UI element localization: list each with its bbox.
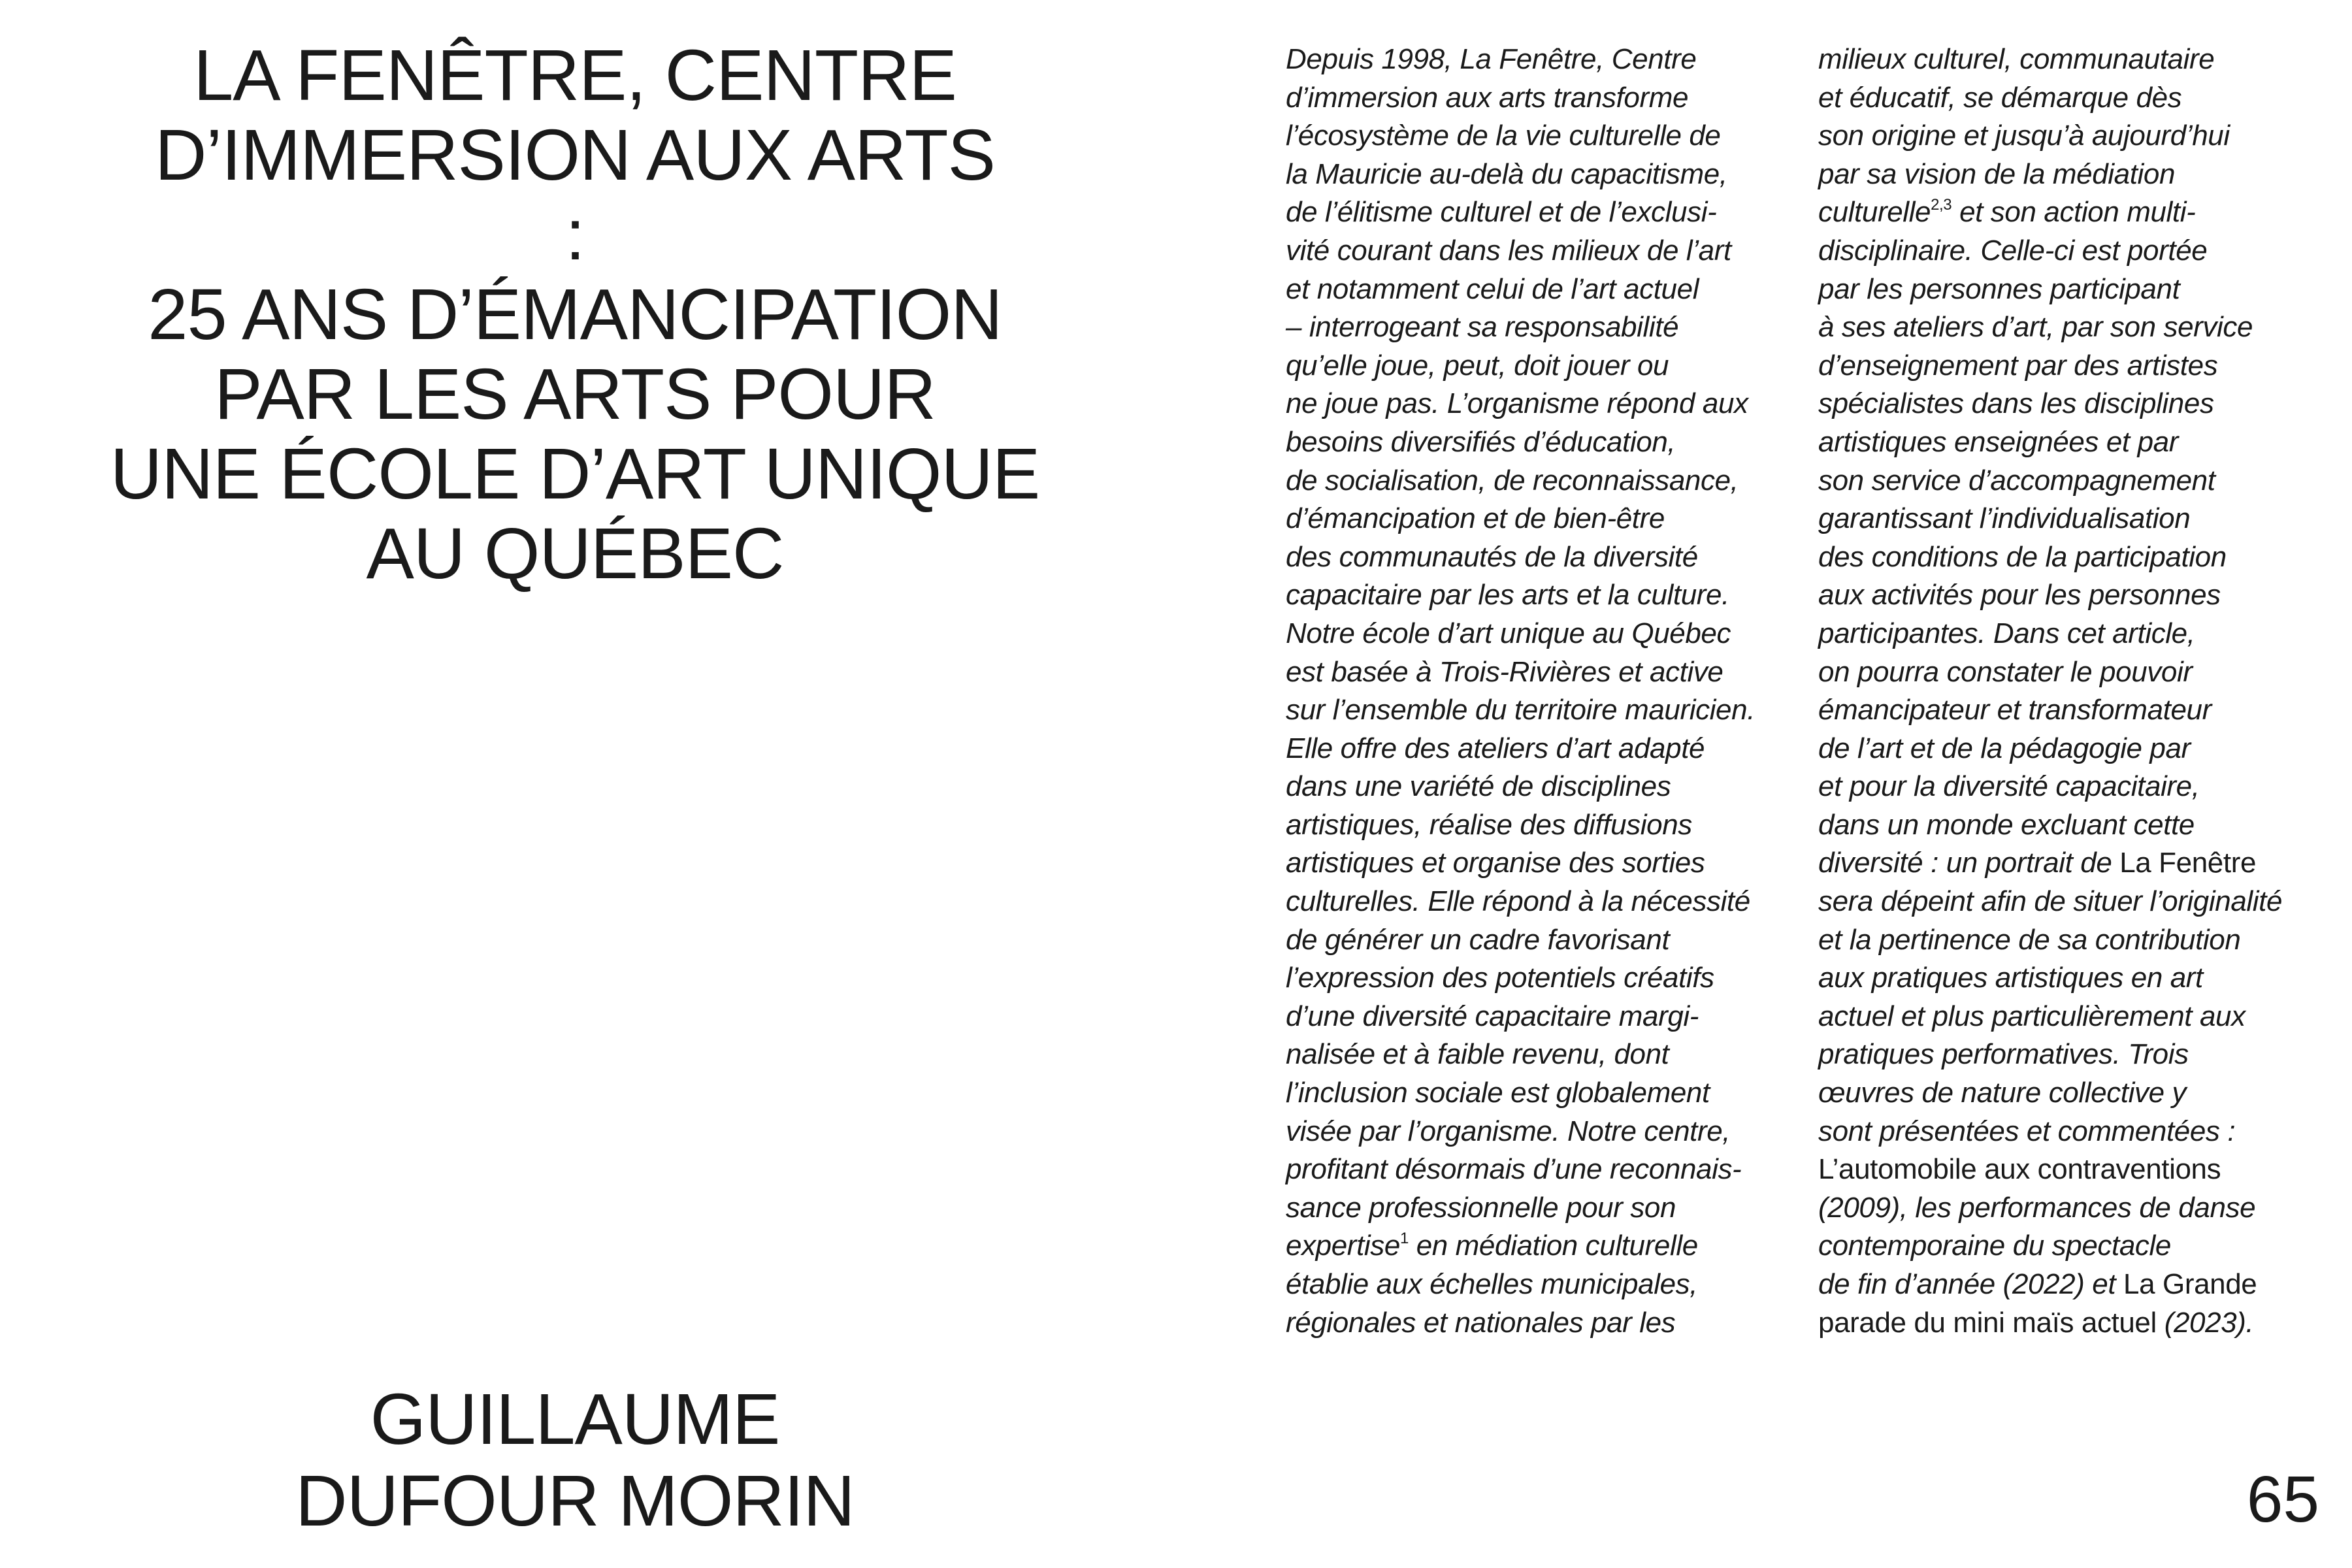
title-line: D’IMMERSION AUX ARTS (155, 115, 995, 195)
text-line: d’enseignement par des artistes (1818, 349, 2218, 382)
text-line: l’écosystème de la vie culturelle de (1286, 120, 1721, 152)
text-line: d’immersion aux arts transforme (1286, 81, 1689, 114)
text-line: et éducatif, se démarque dès (1818, 81, 2182, 114)
footnote-ref: 2,3 (1931, 196, 1952, 214)
text-line: artistiques, réalise des diffusions (1286, 808, 1692, 841)
text-line: sera dépeint afin de situer l’originalité (1818, 885, 2283, 918)
text-line: et pour la diversité capacitaire, (1818, 770, 2200, 803)
text-line: d’émancipation et de bien-être (1286, 502, 1665, 535)
text-line: Elle offre des ateliers d’art adapté (1286, 732, 1705, 764)
author-line: DUFOUR MORIN (295, 1461, 855, 1541)
footnote-ref: 1 (1399, 1230, 1409, 1248)
text-line: à ses ateliers d’art, par son service (1818, 311, 2253, 344)
text-line: l’inclusion sociale est globalement (1286, 1077, 1710, 1109)
text-line: qu’elle joue, peut, doit jouer ou (1286, 349, 1669, 382)
text-line: de générer un cadre favorisant (1286, 923, 1670, 956)
author-line: GUILLAUME (370, 1379, 780, 1460)
text-line: participantes. Dans cet article, (1818, 617, 2195, 649)
text-line: diversité : un portrait de La Fenêtre (1818, 847, 2257, 879)
text-line: disciplinaire. Celle-ci est portée (1818, 234, 2208, 267)
text-line: artistiques enseignées et par (1818, 425, 2178, 458)
text-line: d’une diversité capacitaire margi- (1286, 1000, 1699, 1032)
text-line: aux pratiques artistiques en art (1818, 962, 2203, 994)
text-line: sont présentées et commentées : (1818, 1115, 2236, 1147)
text-line: régionales et nationales par les (1286, 1306, 1676, 1339)
text-line: spécialistes dans les disciplines (1818, 387, 2214, 420)
text-line: de fin d’année (2022) et La Grande (1818, 1268, 2257, 1300)
text-line: sur l’ensemble du territoire mauricien. (1286, 694, 1756, 727)
page-number: 65 (2246, 1463, 2319, 1536)
text-line: par sa vision de la médiation (1818, 157, 2176, 190)
text-line: et notamment celui de l’art actuel (1286, 272, 1699, 305)
text-line: L’automobile aux contraventions (1818, 1153, 2221, 1186)
text-line: des communautés de la diversité (1286, 540, 1698, 573)
text-line: son origine et jusqu’à aujourd’hui (1818, 120, 2230, 152)
text-line: (2009), les performances de danse (1818, 1191, 2256, 1224)
text-line: actuel et plus particulièrement aux (1818, 1000, 2246, 1032)
text-line: ne joue pas. L’organisme répond aux (1286, 387, 1748, 420)
text-line: de socialisation, de reconnaissance, (1286, 464, 1739, 497)
text-line: nalisée et à faible revenu, dont (1286, 1038, 1669, 1071)
text-line: milieux culturel, communautaire (1818, 43, 2215, 75)
text-line: pratiques performatives. Trois (1818, 1038, 2189, 1071)
text-line: et la pertinence de sa contribution (1818, 923, 2241, 956)
text-line: expertise$^1$ en médiation culturelle (1286, 1230, 1698, 1262)
text-line: on pourra constater le pouvoir (1818, 655, 2193, 688)
body-column-left (1286, 41, 1808, 1342)
body-column-right (1818, 41, 2341, 1342)
title-line: 25 ANS D’ÉMANCIPATION (148, 274, 1002, 355)
text-line: de l’élitisme culturel et de l’exclusi- (1286, 196, 1717, 229)
text-line: des conditions de la participation (1818, 540, 2227, 573)
text-line: l’expression des potentiels créatifs (1286, 962, 1714, 994)
text-line: besoins diversifiés d’éducation, (1286, 425, 1676, 458)
text-line: garantissant l’individualisation (1818, 502, 2191, 535)
text-line: dans une variété de disciplines (1286, 770, 1671, 803)
text-line: œuvres de nature collective y (1818, 1077, 2187, 1109)
title-line: LA FENÊTRE, CENTRE (193, 35, 956, 116)
text-line: parade du mini maïs actuel (2023). (1818, 1306, 2254, 1339)
text-line: artistiques et organise des sorties (1286, 847, 1705, 879)
text-line: est basée à Trois-Rivières et active (1286, 655, 1723, 688)
text-line: culturelle$^{2,3}$ et son action multi- (1818, 196, 2196, 229)
text-line: émancipateur et transformateur (1818, 694, 2212, 727)
text-line: capacitaire par les arts et la culture. (1286, 579, 1729, 612)
text-line: culturelles. Elle répond à la nécessité (1286, 885, 1750, 918)
title-line: UNE ÉCOLE D’ART UNIQUE (110, 434, 1040, 514)
title-line: AU QUÉBEC (366, 514, 784, 594)
text-line: la Mauricie au-delà du capacitisme, (1286, 157, 1727, 190)
text-line: son service d’accompagnement (1818, 464, 2215, 497)
text-line: – interrogeant sa responsabilité (1286, 311, 1679, 344)
text-line: contemporaine du spectacle (1818, 1230, 2171, 1262)
text-line: sance professionnelle pour son (1286, 1191, 1676, 1224)
text-line: dans un monde excluant cette (1818, 808, 2195, 841)
title-line: PAR LES ARTS POUR (214, 354, 936, 434)
title-line: : (565, 195, 585, 275)
text-line: vité courant dans les milieux de l’art (1286, 234, 1731, 267)
text-line: Notre école d’art unique au Québec (1286, 617, 1731, 649)
author-name (85, 1379, 1065, 1542)
text-line: Depuis 1998, La Fenêtre, Centre (1286, 43, 1697, 75)
text-line: visée par l’organisme. Notre centre, (1286, 1115, 1731, 1147)
text-line: établie aux échelles municipales, (1286, 1268, 1698, 1300)
text-line: aux activités pour les personnes (1818, 579, 2221, 612)
article-title (85, 36, 1065, 594)
text-line: profitant désormais d’une reconnais- (1286, 1153, 1742, 1186)
text-line: de l’art et de la pédagogie par (1818, 732, 2191, 764)
text-line: par les personnes participant (1818, 272, 2180, 305)
